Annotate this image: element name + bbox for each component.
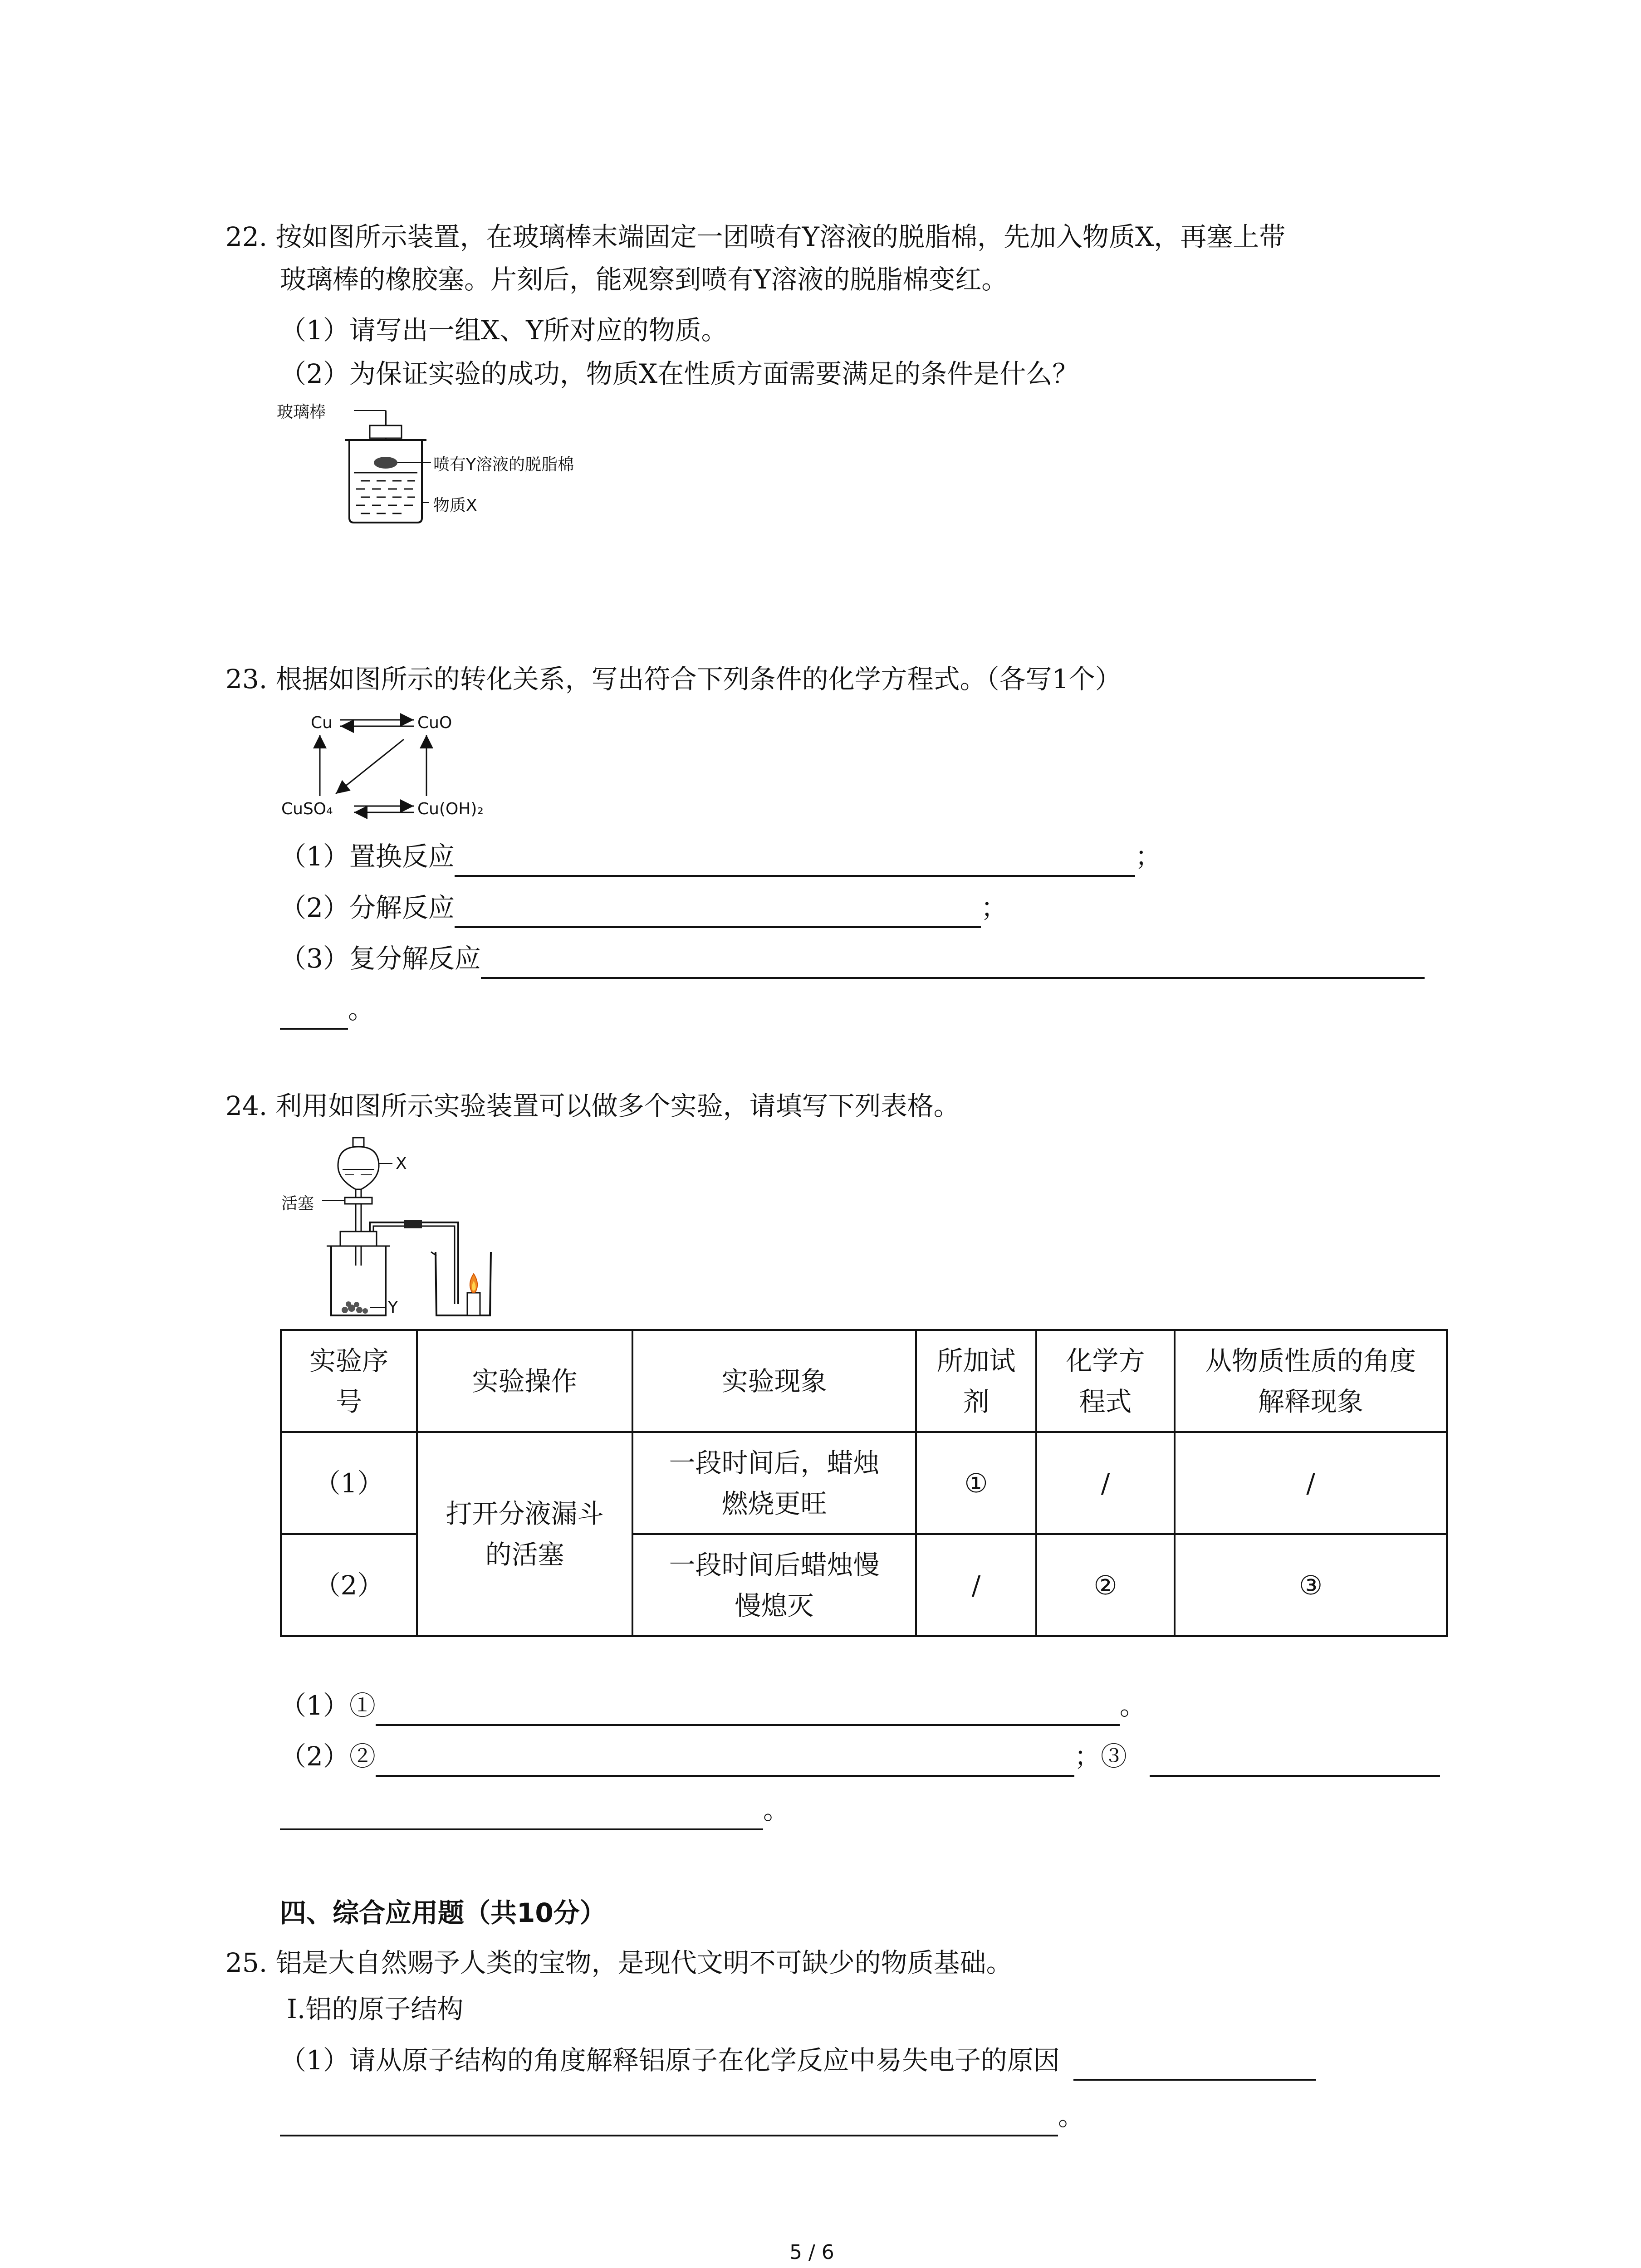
experiment-table	[280, 1329, 1448, 1637]
section4-title: 四、综合应用题（共10分）	[280, 1897, 606, 1928]
q23-sub1-end: ；	[1135, 841, 1161, 872]
q25-stem: 25. 铝是大自然赐予人类的宝物，是现代文明不可缺少的物质基础。	[225, 1947, 1013, 1978]
row2-explanation: ③	[1175, 1534, 1447, 1636]
x-label: X	[396, 1154, 407, 1173]
q23-sub3-answer-blank-cont[interactable]	[280, 1000, 348, 1030]
q24-answer3-blank[interactable]	[1150, 1747, 1440, 1777]
row1-seq: （1）	[281, 1432, 417, 1534]
cuso4-node: CuSO₄	[281, 800, 333, 818]
q24-answer3-continuation	[280, 1789, 789, 1830]
q22-sub2: （2）为保证实验的成功，物质X在性质方面需要满足的条件是什么？	[280, 358, 1079, 389]
row2-seq: （2）	[281, 1534, 417, 1636]
page-number: 5 / 6	[789, 2241, 834, 2264]
q24-answer2-row	[280, 1736, 1440, 1777]
row1-phenomenon: 一段时间后，蜡烛 燃烧更旺	[632, 1432, 916, 1534]
row2-reagent: /	[916, 1534, 1036, 1636]
q24-answer2-blank[interactable]	[376, 1747, 1074, 1777]
q25-sub1-answer-blank[interactable]	[1073, 2051, 1316, 2081]
q22-sub1: （1）请写出一组X、Y所对应的物质。	[280, 315, 728, 346]
q23-sub2-answer-blank[interactable]	[455, 898, 981, 928]
q24-answer1-label: （1）①	[280, 1690, 376, 1721]
q25-sub1-end: 。	[1058, 2101, 1085, 2131]
q24-answer1-row	[280, 1685, 1146, 1726]
q23-sub1-answer-blank[interactable]	[455, 847, 1135, 877]
q23-stem: 23. 根据如图所示的转化关系，写出符合下列条件的化学方程式。（各写1个）	[225, 664, 1122, 694]
q23-sub1-row	[280, 836, 1161, 877]
q22-stem-line1: 22. 按如图所示装置，在玻璃棒末端固定一团喷有Y溶液的脱脂棉，先加入物质X，再塞上带	[225, 221, 1286, 252]
header-explanation: 从物质性质的角度 解释现象	[1175, 1330, 1447, 1432]
y-label: Y	[388, 1298, 398, 1317]
header-reagent: 所加试 剂	[916, 1330, 1036, 1432]
q25-sub1-row	[280, 2040, 1316, 2081]
q23-sub3-row	[280, 938, 1425, 979]
substance-x-label: 物质X	[433, 496, 477, 515]
cuo-node: CuO	[417, 714, 452, 732]
row1-equation: /	[1036, 1432, 1175, 1534]
cotton-label: 喷有Y溶液的脱脂棉	[433, 455, 574, 474]
q22-stem-line2: 玻璃棒的橡胶塞。片刻后，能观察到喷有Y溶液的脱脂棉变红。	[280, 264, 1008, 295]
q23-sub3-answer-blank[interactable]	[481, 949, 1425, 979]
q24-answer3-blank-cont[interactable]	[280, 1800, 763, 1830]
q25-sub1-continuation	[280, 2096, 1084, 2136]
operation-cell: 打开分液漏斗 的活塞	[417, 1432, 632, 1636]
q23-sub2-end: ；	[980, 892, 1007, 923]
q24-answer1-end: 。	[1119, 1690, 1146, 1721]
header-phenomenon: 实验现象	[632, 1330, 916, 1432]
q24-answer2-end: 。	[763, 1794, 790, 1825]
header-seq: 实验序 号	[281, 1330, 417, 1432]
q25-sub1-label: （1）请从原子结构的角度解释铝原子在化学反应中易失电子的原因	[280, 2045, 1060, 2076]
glass-rod-label: 玻璃棒	[277, 403, 326, 421]
q23-sub1-label: （1）置换反应	[280, 841, 455, 872]
valve-label: 活塞	[281, 1194, 314, 1213]
q24-answer2-label: （2）②	[280, 1741, 376, 1772]
q24-apparatus-figure	[277, 1129, 531, 1325]
q23-sub3-continuation	[280, 989, 374, 1030]
row1-explanation: /	[1175, 1432, 1447, 1534]
q23-sub3-label: （3）复分解反应	[280, 943, 481, 974]
row1-reagent: ①	[916, 1432, 1036, 1534]
q24-stem: 24. 利用如图所示实验装置可以做多个实验，请填写下列表格。	[225, 1090, 960, 1121]
header-equation: 化学方 程式	[1036, 1330, 1175, 1432]
q25-sub1-answer-blank-cont[interactable]	[280, 2107, 1058, 2136]
q24-answer1-blank[interactable]	[376, 1696, 1120, 1726]
table-header-row	[281, 1330, 1447, 1432]
row2-phenomenon: 一段时间后蜡烛慢 慢熄灭	[632, 1534, 916, 1636]
header-operation: 实验操作	[417, 1330, 632, 1432]
q23-sub2-label: （2）分解反应	[280, 892, 455, 923]
q25-part1-title: Ⅰ.铝的原子结构	[287, 1994, 464, 2024]
cuoh2-node: Cu(OH)₂	[417, 800, 484, 818]
q23-sub3-end: 。	[348, 994, 375, 1025]
cu-node: Cu	[311, 714, 333, 732]
q24-answer2-mid: ；③	[1074, 1741, 1127, 1772]
row2-equation: ②	[1036, 1534, 1175, 1636]
q23-conversion-diagram	[281, 705, 508, 823]
q22-apparatus-figure	[272, 399, 617, 535]
table-row	[281, 1432, 1447, 1534]
q23-sub2-row	[280, 887, 1007, 928]
